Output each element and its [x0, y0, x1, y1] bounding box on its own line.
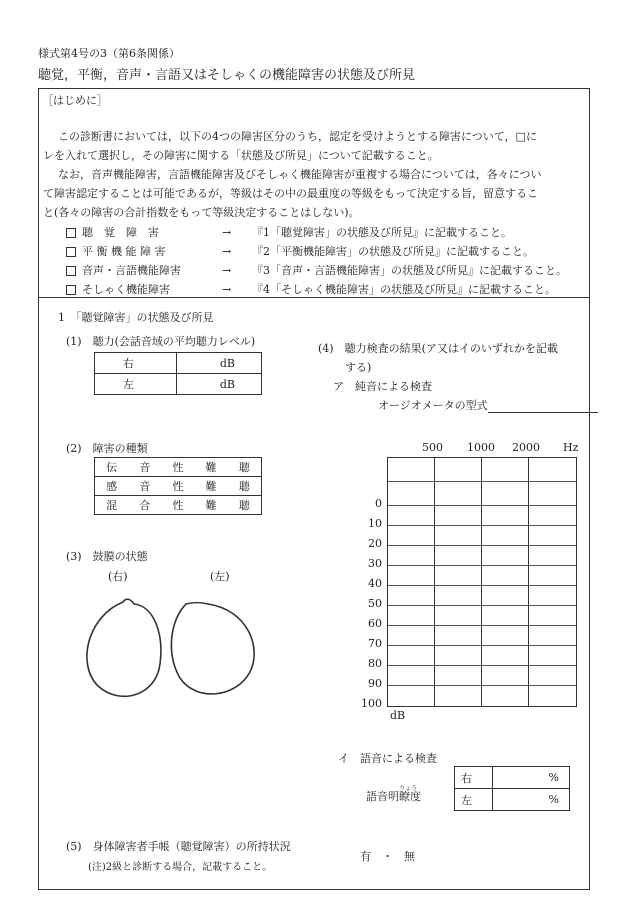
intro-heading: ［はじめに］	[42, 94, 108, 107]
db-label: 10	[368, 517, 382, 530]
option-chewing-checkbox[interactable]	[66, 285, 76, 295]
disorder-label: (2) 障害の種類	[66, 442, 148, 455]
speech-side: 左	[455, 789, 493, 811]
audiometer-label: オージオメータの型式	[378, 399, 488, 412]
speech-value-left[interactable]: %	[493, 789, 570, 811]
speech-side: 右	[455, 767, 493, 789]
table-row[interactable]	[95, 477, 262, 496]
cell: 難	[195, 458, 228, 477]
hearing-label: (1) 聴力(会話音域の平均聴力レベル)	[66, 335, 256, 348]
grid-vline	[434, 458, 435, 706]
cell: 感	[95, 477, 129, 496]
cell: 音	[128, 477, 161, 496]
option-arrow: →	[222, 245, 232, 258]
option-chewing	[66, 281, 556, 297]
option-hearing-checkbox[interactable]	[66, 228, 76, 238]
option-balance	[66, 243, 534, 259]
audiometer-field[interactable]	[378, 397, 598, 413]
cell: 難	[195, 477, 228, 496]
cell: 合	[128, 496, 161, 515]
grid-hline	[388, 645, 576, 646]
speech-clarity-post: 度	[410, 790, 421, 803]
test-label-line1: (4) 聴力検査の結果(ア又はイのいずれかを記載	[318, 342, 558, 355]
cell: 聴	[228, 496, 262, 515]
ruby-text: りょう	[399, 785, 418, 792]
hearing-side: 右	[95, 353, 177, 374]
db-label: 70	[368, 637, 382, 650]
cell: 難	[195, 496, 228, 515]
freq-label: 1000	[467, 441, 495, 454]
form-number: 様式第4号の3（第6条関係）	[38, 47, 180, 60]
option-instruction: 『4「そしゃく機能障害」の状態及び所見』に記載すること。	[252, 283, 556, 296]
hearing-value-right[interactable]: dB	[176, 353, 261, 374]
eardrum-drawing[interactable]	[78, 594, 258, 704]
eardrum-left-label: (左)	[210, 570, 230, 583]
option-instruction: 『3「音声・言語機能障害」の状態及び所見』に記載すること。	[252, 264, 567, 277]
hearing-side: 左	[95, 374, 177, 395]
audiogram-grid[interactable]	[387, 457, 577, 707]
grid-hline	[388, 605, 576, 606]
section-divider	[38, 297, 590, 298]
speech-clarity-label	[366, 785, 421, 804]
db-label: 60	[368, 617, 382, 630]
grid-hline	[388, 505, 576, 506]
option-instruction: 『1「聴覚障害」の状態及び所見』に記載すること。	[252, 226, 512, 239]
option-speech	[66, 262, 567, 278]
cell: 性	[161, 458, 194, 477]
db-label: 20	[368, 537, 382, 550]
pure-tone-label: ア 純音による検査	[333, 380, 432, 393]
option-arrow: →	[222, 226, 232, 239]
grid-hline	[388, 525, 576, 526]
option-speech-checkbox[interactable]	[66, 266, 76, 276]
page-title: 聴覚，平衡，音声・言語又はそしゃくの機能障害の状態及び所見	[38, 68, 416, 83]
handbook-label: (5) 身体障害者手帳（聴覚障害）の所持状況	[66, 840, 291, 853]
grid-hline	[388, 665, 576, 666]
db-label: 80	[368, 657, 382, 670]
option-instruction: 『2「平衡機能障害」の状態及び所見』に記載すること。	[252, 245, 534, 258]
db-unit: dB	[390, 709, 406, 722]
grid-vline	[481, 458, 482, 706]
grid-hline	[388, 481, 576, 482]
option-category: 聴 覚 障 害	[82, 226, 159, 239]
option-arrow: →	[222, 283, 232, 296]
handbook-choice[interactable]: 有 ・ 無	[360, 850, 415, 863]
option-arrow: →	[222, 264, 232, 277]
eardrum-right-outline	[87, 599, 161, 696]
cell: 性	[161, 477, 194, 496]
intro-para1-line1: この診断書においては，以下の4つの障害区分のうち，認定を受けようとする障害について，□に	[58, 130, 537, 143]
speech-clarity-ruby	[399, 785, 418, 803]
audiometer-input[interactable]	[488, 400, 598, 413]
disorder-table	[94, 457, 262, 515]
ruby-base: 瞭	[399, 790, 410, 803]
db-label: 50	[368, 597, 382, 610]
db-label: 0	[375, 497, 382, 510]
option-category: 平 衡 機 能 障 害	[82, 245, 166, 258]
handbook-note: (注)2級と診断する場合，記載すること。	[88, 862, 273, 873]
speech-test-label: イ 語音による検査	[338, 752, 437, 765]
hearing-table	[94, 352, 262, 395]
cell: 性	[161, 496, 194, 515]
speech-table	[454, 766, 570, 811]
grid-hline	[388, 685, 576, 686]
freq-label: 2000	[512, 441, 540, 454]
option-category: 音声・言語機能障害	[82, 264, 181, 277]
grid-vline	[528, 458, 529, 706]
freq-label: 500	[422, 441, 443, 454]
grid-hline	[388, 625, 576, 626]
option-balance-checkbox[interactable]	[66, 247, 76, 257]
speech-value-right[interactable]: %	[493, 767, 570, 789]
intro-para1-line2: レを入れて選択し，その障害に関する「状態及び所見」について記載すること。	[43, 149, 439, 162]
test-label-line2: する)	[345, 361, 372, 374]
cell: 聴	[228, 458, 262, 477]
intro-para2-line1: なお，音声機能障害，言語機能障害及びそしゃく機能障害が重複する場合については，各々につい	[58, 168, 542, 181]
db-label: 100	[361, 697, 382, 710]
cell: 音	[128, 458, 161, 477]
cell: 聴	[228, 477, 262, 496]
db-label: 30	[368, 557, 382, 570]
table-row[interactable]	[95, 496, 262, 515]
cell: 混	[95, 496, 129, 515]
db-label: 40	[368, 577, 382, 590]
db-label: 90	[368, 677, 382, 690]
cell: 伝	[95, 458, 129, 477]
option-hearing	[66, 224, 512, 240]
eardrum-label: (3) 鼓膜の状態	[66, 550, 148, 563]
section1-title: 1 「聴覚障害」の状態及び所見	[58, 311, 214, 324]
intro-para2-line3: と(各々の障害の合計指数をもって等級決定することはしない)。	[43, 206, 360, 219]
grid-hline	[388, 585, 576, 586]
hearing-value-left[interactable]: dB	[176, 374, 261, 395]
freq-unit: Hz	[563, 441, 579, 454]
speech-clarity-pre: 語音明	[366, 790, 399, 803]
option-category: そしゃく機能障害	[82, 283, 170, 296]
grid-hline	[388, 565, 576, 566]
intro-para2-line2: て障害認定することは可能であるが，等級はその中の最重度の等級をもって決定する旨，留意するこ	[43, 187, 538, 200]
table-row[interactable]	[95, 458, 262, 477]
grid-hline	[388, 545, 576, 546]
eardrum-right-label: (右)	[108, 570, 128, 583]
eardrum-left-outline	[171, 603, 254, 694]
